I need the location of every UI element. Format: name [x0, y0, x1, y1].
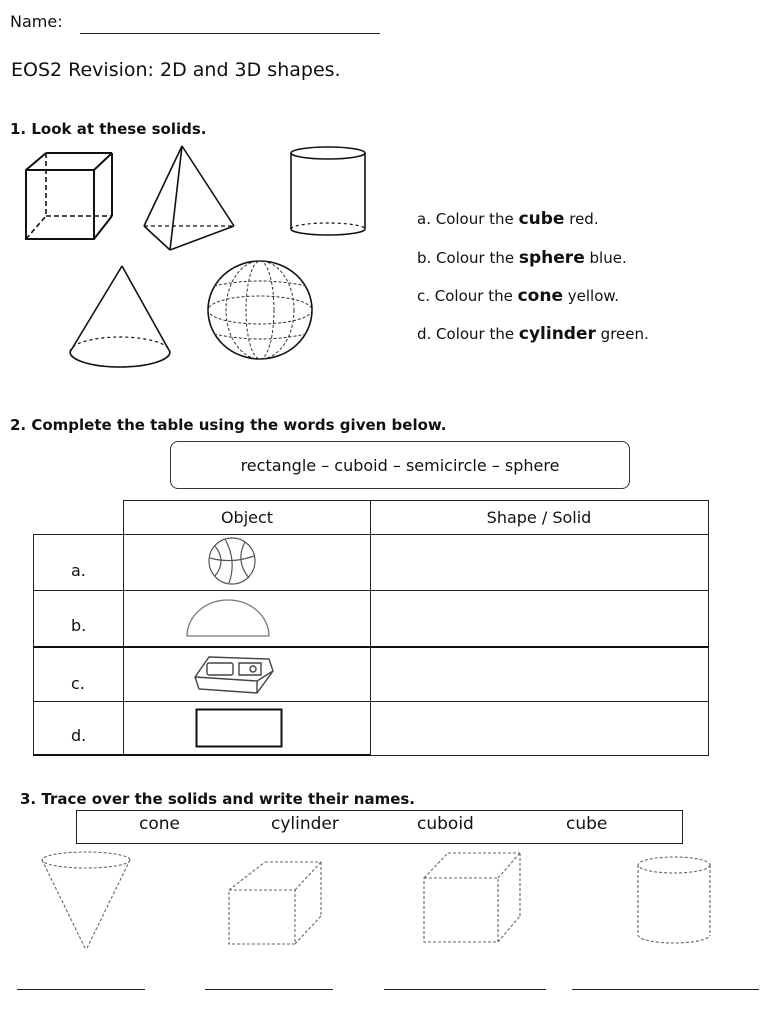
row-label: c. — [33, 646, 124, 702]
instruction-a: a. Colour the cube red. — [417, 209, 599, 229]
dotted-cone-icon[interactable] — [40, 850, 132, 954]
column-header-object: Object — [123, 500, 371, 535]
answer-line-1[interactable] — [17, 989, 145, 990]
answer-cell[interactable] — [370, 701, 709, 756]
cylinder-icon — [287, 145, 371, 240]
question-3-heading: 3. Trace over the solids and write their names. — [20, 790, 416, 808]
answer-cell[interactable] — [370, 646, 709, 702]
dotted-cuboid-icon[interactable] — [225, 858, 325, 948]
word-cone: cone — [139, 814, 180, 834]
instruction-c: c. Colour the cone yellow. — [417, 286, 620, 306]
answer-line-4[interactable] — [572, 989, 759, 990]
answer-line-2[interactable] — [205, 989, 333, 990]
dotted-cube-icon[interactable] — [420, 850, 524, 946]
eraser-icon — [191, 651, 277, 697]
answer-cell[interactable] — [370, 590, 709, 647]
name-label: Name: — [10, 12, 63, 31]
row-label: d. — [33, 701, 124, 756]
instruction-d: d. Colour the cylinder green. — [417, 324, 649, 344]
cone-icon — [64, 264, 174, 372]
question-2-heading: 2. Complete the table using the words given below. — [10, 416, 447, 434]
word-cube: cube — [566, 814, 608, 834]
instruction-b: b. Colour the sphere blue. — [417, 248, 627, 268]
word-cylinder: cylinder — [271, 814, 339, 834]
question-1-heading: 1. Look at these solids. — [10, 120, 207, 138]
name-input-line[interactable] — [80, 33, 380, 34]
dotted-cylinder-icon[interactable] — [634, 855, 714, 947]
answer-cell[interactable] — [370, 534, 709, 591]
row-label: b. — [33, 590, 124, 647]
semicircle-icon — [184, 597, 272, 639]
column-header-shape-solid: Shape / Solid — [370, 500, 709, 535]
rectangle-icon — [195, 708, 283, 750]
word-cuboid: cuboid — [417, 814, 474, 834]
sphere-icon — [204, 258, 316, 362]
basketball-icon — [207, 536, 257, 586]
cube-icon — [20, 150, 120, 245]
answer-line-3[interactable] — [384, 989, 546, 990]
page-title: EOS2 Revision: 2D and 3D shapes. — [11, 59, 341, 81]
row-label: a. — [33, 534, 124, 591]
word-bank: rectangle – cuboid – semicircle – sphere — [170, 441, 630, 489]
pyramid-icon — [140, 144, 240, 256]
